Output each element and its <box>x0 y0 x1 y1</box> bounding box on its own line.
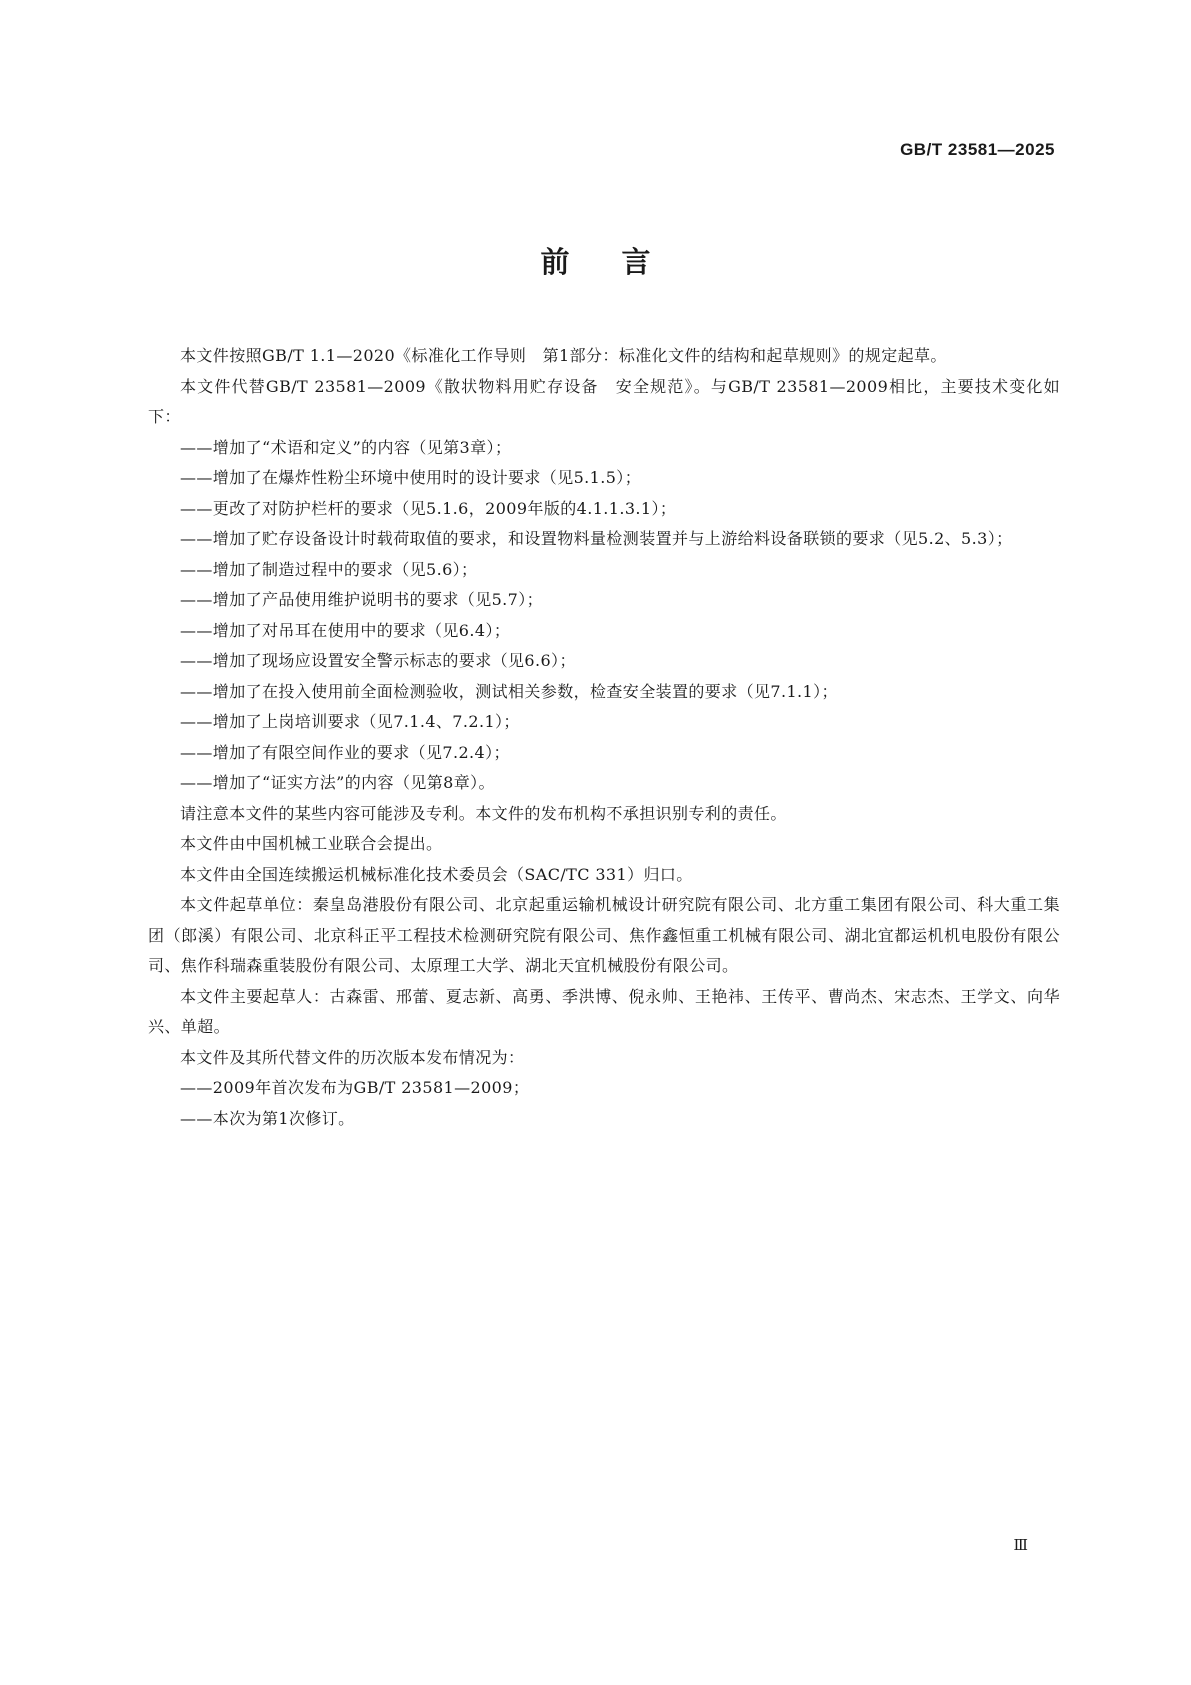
change-item: ——增加了上岗培训要求（见7.1.4、7.2.1）； <box>180 712 520 731</box>
change-item: ——增加了制造过程中的要求（见5.6）； <box>180 559 478 579</box>
paragraph-proposer: 本文件由中国机械工业联合会提出。 <box>180 834 443 853</box>
paragraph-version-history: 本文件及其所代替文件的历次版本发布情况为： <box>180 1047 525 1067</box>
page-title: 前言 <box>540 245 703 279</box>
paragraph-patent-notice: 请注意本文件的某些内容可能涉及专利。本文件的发布机构不承担识别专利的责任。 <box>180 803 787 823</box>
change-list <box>148 433 1060 799</box>
change-item: ——增加了现场应设置安全警示标志的要求（见6.6）； <box>180 651 576 670</box>
history-list <box>148 1073 1060 1134</box>
history-item: ——2009年首次发布为GB/T 23581—2009； <box>180 1078 530 1097</box>
page-number: Ⅲ <box>1013 1536 1028 1554</box>
change-item: ——增加了有限空间作业的要求（见7.2.4）； <box>180 742 510 762</box>
change-item: ——增加了“术语和定义”的内容（见第3章）； <box>180 437 512 457</box>
change-item: ——增加了贮存设备设计时载荷取值的要求，和设置物料量检测装置并与上游给料设备联锁的要求（见5.2、5.3）； <box>180 529 1013 548</box>
standard-code: GB/T 23581—2025 <box>900 140 1055 159</box>
change-item: ——增加了对吊耳在使用中的要求（见6.4）； <box>180 620 511 640</box>
preface-body <box>148 341 1060 1134</box>
change-item: ——增加了在投入使用前全面检测验收，测试相关参数，检查安全装置的要求（见7.1.1）； <box>180 681 838 701</box>
paragraph-drafting-units: 本文件起草单位：秦皇岛港股份有限公司、北京起重运输机械设计研究院有限公司、北方重工集团有限公司、科大重工集团（郎溪）有限公司、北京科正平工程技术检测研究院有限公司、焦作鑫恒重工机械有限公司、湖北宜都运机机电股份有限公司、焦作科瑞森重装股份有限公司、太原理工大学、湖北天宜机械股份有限公司。 <box>148 895 1060 975</box>
history-item: ——本次为第1次修订。 <box>180 1108 355 1128</box>
paragraph-drafters: 本文件主要起草人：古森雷、邢蕾、夏志新、高勇、季洪博、倪永帅、王艳祎、王传平、曹尚杰、宋志杰、王学文、向华兴、单超。 <box>148 986 1060 1036</box>
change-item: ——增加了在爆炸性粉尘环境中使用时的设计要求（见5.1.5）； <box>180 468 642 487</box>
paragraph-drafting-rules: 本文件按照GB/T 1.1—2020《标准化工作导则 第1部分：标准化文件的结构和起草规则》的规定起草。 <box>180 346 947 365</box>
paragraph-replacement: 本文件代替GB/T 23581—2009《散状物料用贮存设备 安全规范》。与GB/T 23581—2009相比，主要技术变化如下： <box>148 376 1060 426</box>
change-item: ——更改了对防护栏杆的要求（见5.1.6，2009年版的4.1.1.3.1）； <box>180 498 677 518</box>
change-item: ——增加了产品使用维护说明书的要求（见5.7）； <box>180 590 544 609</box>
change-item: ——增加了“证实方法”的内容（见第8章）。 <box>180 773 495 792</box>
paragraph-committee: 本文件由全国连续搬运机械标准化技术委员会（SAC/TC 331）归口。 <box>180 864 693 884</box>
